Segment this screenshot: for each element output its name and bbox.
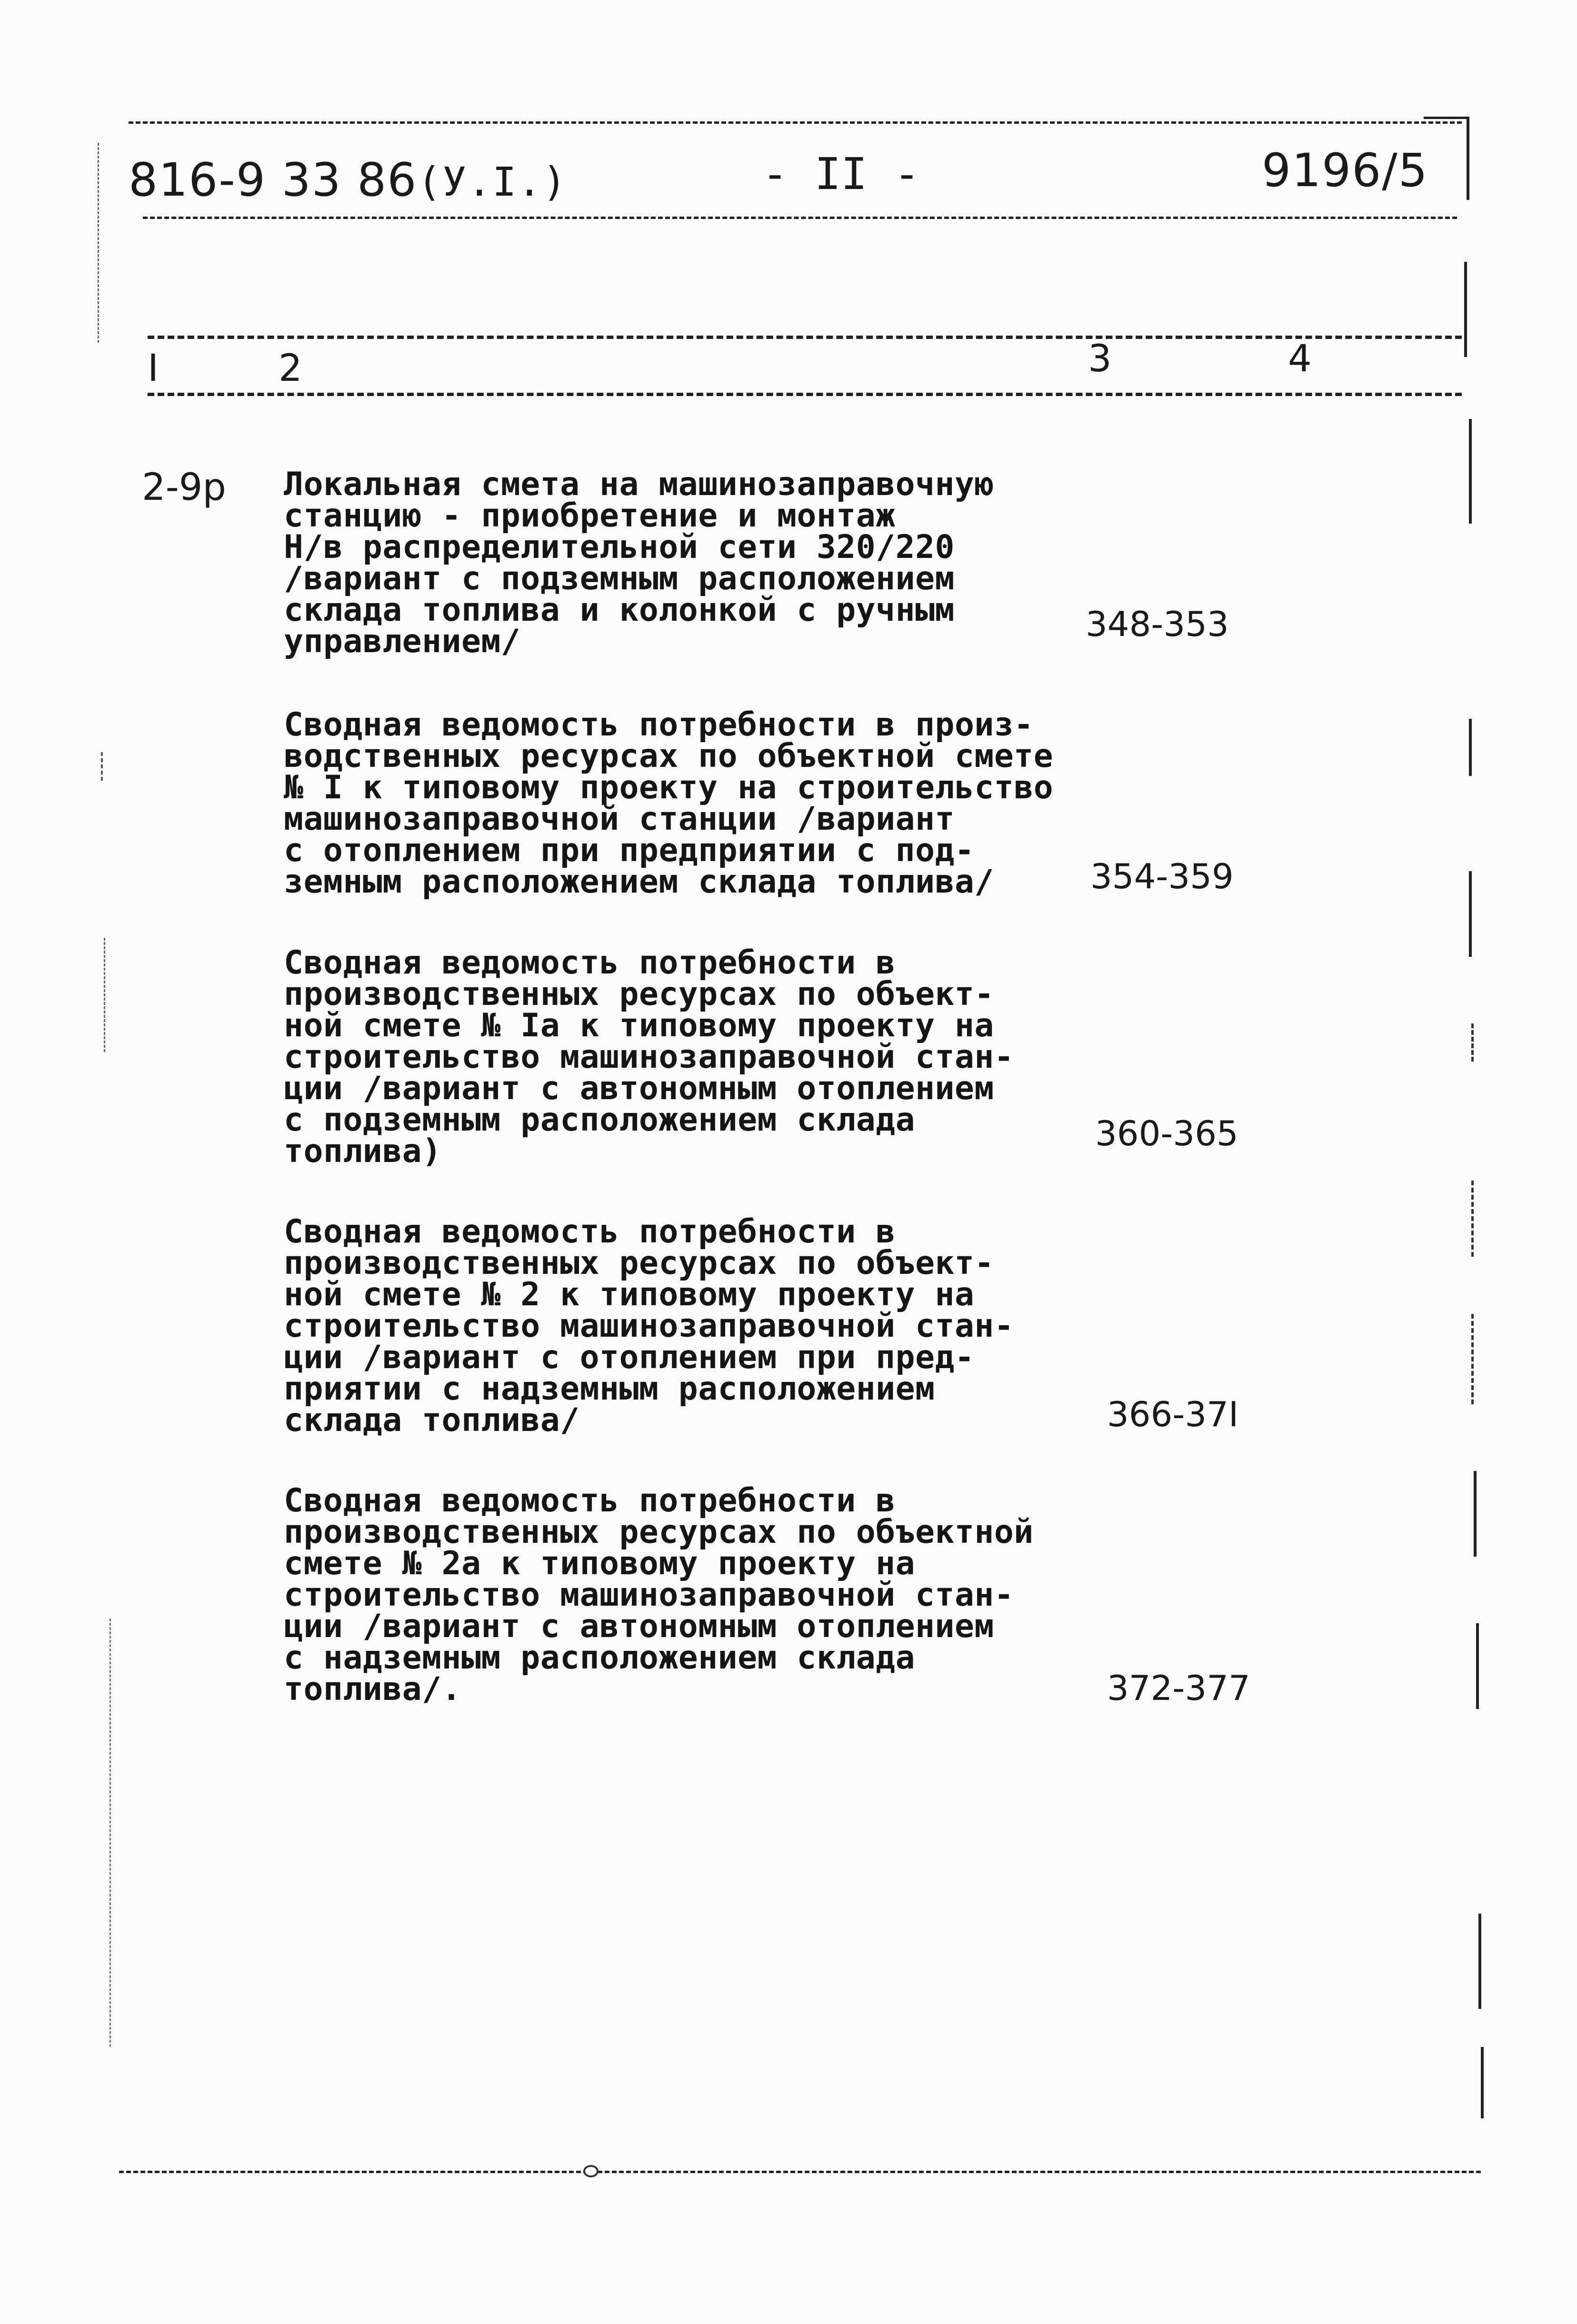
document-code — [129, 153, 568, 207]
entry-3-line-5: ции /вариант с автономным отоплением — [284, 1070, 994, 1107]
entry-4-line-3: ной смете № 2 к типовому проекту на — [284, 1276, 975, 1313]
entry-1-pages: 348-353 — [1086, 604, 1229, 644]
entry-4-description — [284, 1213, 1093, 1439]
entry-5-line-6: с надземным расположением склада — [284, 1639, 916, 1677]
entry-5-line-5: ции /вариант с автономным отоплением — [284, 1608, 994, 1645]
right-border-line-11 — [1481, 2047, 1484, 2118]
entry-3-line-6: с подземным расположением склада — [284, 1101, 916, 1139]
entry-3-pages: 360-365 — [1095, 1113, 1238, 1153]
column-number-1: I — [148, 347, 159, 390]
column-number-4: 4 — [1288, 338, 1312, 380]
entry-5-line-2: производственных ресурсах по объектной — [284, 1513, 1034, 1551]
entry-4-line-6: приятии с надземным расположением — [284, 1370, 935, 1408]
entry-5-line-4: строительство машинозаправочной стан- — [284, 1576, 1014, 1614]
entry-3-line-4: строительство машинозаправочной стан- — [284, 1038, 1014, 1076]
page-number: - II - — [762, 149, 920, 199]
entry-2-pages: 354-359 — [1090, 856, 1234, 896]
right-border-line-1 — [1464, 262, 1467, 357]
entry-4-line-5: ции /вариант с отоплением при пред- — [284, 1339, 975, 1376]
right-border-line-7 — [1471, 1314, 1474, 1404]
entry-1-line-5: склада топлива и колонкой с ручным — [284, 591, 955, 629]
left-margin-marks-2 — [101, 752, 103, 781]
header-top-rule — [129, 121, 1462, 124]
entry-2-line-2: водственных ресурсах по объектной смете — [284, 737, 1054, 775]
entry-4-line-1: Сводная ведомость потребности в — [284, 1213, 896, 1251]
entry-4-line-7: склада топлива/ — [284, 1401, 580, 1439]
entry-2-line-6: земным расположением склада топлива/ — [284, 863, 994, 901]
left-margin-marks-3 — [104, 938, 105, 1052]
left-margin-marks-1 — [98, 143, 99, 343]
right-border-line-9 — [1476, 1623, 1479, 1709]
footer-rule — [119, 2171, 1481, 2173]
entry-3-line-1: Сводная ведомость потребности в — [284, 944, 896, 982]
entry-2-description — [284, 706, 1093, 901]
right-border-line-4 — [1469, 871, 1472, 957]
entry-4-pages: 366-37I — [1107, 1394, 1239, 1434]
document-code-number: 816-9 33 86 — [129, 153, 418, 207]
entry-2-line-4: машинозаправочной станции /вариант — [284, 800, 955, 838]
right-border-line-10 — [1478, 1914, 1481, 2009]
document-code-suffix: (У.I.) — [417, 159, 568, 205]
entry-1-line-4: /вариант с подземным расположением — [284, 560, 955, 597]
entry-4-line-4: строительство машинозаправочной стан- — [284, 1307, 1014, 1345]
right-border-line-2 — [1469, 419, 1472, 524]
entry-2-line-5: с отоплением при предприятии с под- — [284, 832, 975, 869]
header-corner-bracket — [1424, 117, 1469, 200]
right-border-line-8 — [1474, 1471, 1477, 1557]
right-border-line-6 — [1471, 1181, 1474, 1257]
column-header-top-rule — [148, 336, 1462, 339]
entry-1-line-1: Локальная смета на машинозаправочную — [284, 466, 994, 503]
entry-5-line-1: Сводная ведомость потребности в — [284, 1482, 896, 1520]
column-number-2: 2 — [279, 347, 302, 390]
entry-5-pages: 372-377 — [1107, 1668, 1250, 1708]
left-margin-marks-4 — [110, 1619, 111, 2047]
entry-5-line-3: смете № 2а к типовому проекту на — [284, 1545, 916, 1582]
entry-1-code: 2-9р — [142, 466, 226, 509]
entry-1-line-6: управлением/ — [284, 623, 521, 660]
entry-2-line-3: № I к типовому проекту на строительство — [284, 769, 1054, 806]
entry-3-line-3: ной смете № Iа к типовому проекту на — [284, 1007, 994, 1044]
right-border-line-3 — [1469, 719, 1472, 776]
entry-1-line-2: станцию - приобретение и монтаж — [284, 497, 896, 535]
sheet-reference: 9196/5 — [1262, 144, 1428, 197]
entry-1-line-3: Н/в распределительной сети 320/220 — [284, 528, 955, 566]
right-border-line-5 — [1471, 1023, 1474, 1062]
header-bottom-rule — [143, 217, 1457, 219]
entry-3-line-2: производственных ресурсах по объект- — [284, 975, 994, 1013]
entry-1-description — [284, 466, 1093, 660]
entry-3-line-7: топлива) — [284, 1132, 442, 1170]
footer-rule-mark — [583, 2165, 599, 2177]
column-number-3: 3 — [1088, 338, 1112, 380]
entry-2-line-1: Сводная ведомость потребности в произ- — [284, 706, 1034, 744]
entry-5-description — [284, 1482, 1093, 1708]
entry-4-line-2: производственных ресурсах по объект- — [284, 1244, 994, 1282]
entry-5-line-7: топлива/. — [284, 1670, 461, 1708]
column-header-bottom-rule — [148, 393, 1462, 396]
entry-3-description — [284, 944, 1093, 1170]
